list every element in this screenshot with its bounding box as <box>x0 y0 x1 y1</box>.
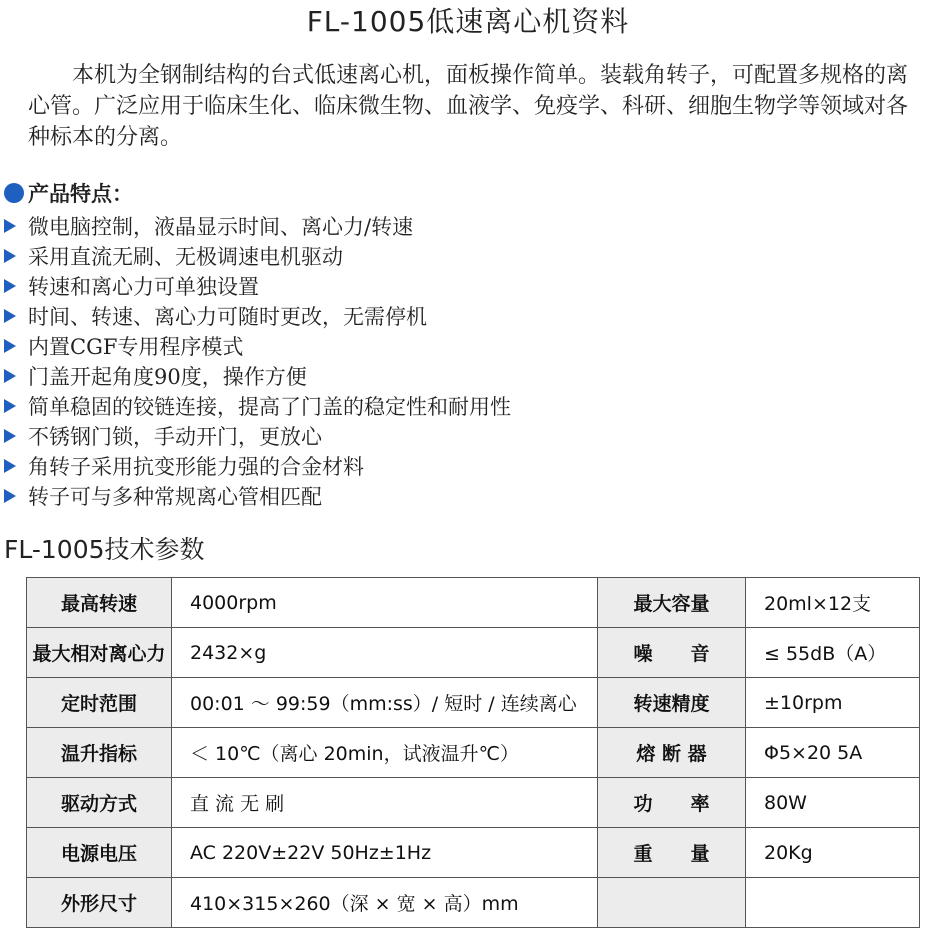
bullet-dot-icon <box>4 183 24 203</box>
spec-value: ±10rpm <box>746 678 920 728</box>
feature-text: 内置CGF专用程序模式 <box>28 335 244 359</box>
spec-label-empty <box>598 878 746 928</box>
triangle-bullet-icon <box>4 369 16 383</box>
table-row <box>27 628 920 678</box>
feature-text: 角转子采用抗变形能力强的合金材料 <box>28 455 364 479</box>
triangle-bullet-icon <box>4 219 16 233</box>
feature-text: 转速和离心力可单独设置 <box>28 275 259 299</box>
feature-text: 采用直流无刷、无极调速电机驱动 <box>28 245 343 269</box>
triangle-bullet-icon <box>4 249 16 263</box>
spec-value: AC 220V±22V 50Hz±1Hz <box>172 828 598 878</box>
feature-text: 简单稳固的铰链连接，提高了门盖的稳定性和耐用性 <box>28 395 511 419</box>
spec-value: ＜ 10℃（离心 20min，试液温升℃） <box>172 728 598 778</box>
feature-text: 转子可与多种常规离心管相匹配 <box>28 485 322 509</box>
spec-label: 转速精度 <box>598 678 746 728</box>
triangle-bullet-icon <box>4 399 16 413</box>
feature-text: 门盖开起角度90度，操作方便 <box>28 365 307 389</box>
table-row <box>27 878 920 928</box>
feature-text: 微电脑控制，液晶显示时间、离心力/转速 <box>28 215 414 239</box>
triangle-bullet-icon <box>4 489 16 503</box>
spec-label: 最高转速 <box>27 578 172 628</box>
feature-item <box>4 301 904 331</box>
spec-label: 电源电压 <box>27 828 172 878</box>
spec-value: 直 流 无 刷 <box>172 778 598 828</box>
feature-item <box>4 241 904 271</box>
table-row <box>27 828 920 878</box>
spec-label: 最大容量 <box>598 578 746 628</box>
spec-label: 温升指标 <box>27 728 172 778</box>
spec-label: 重 量 <box>598 828 746 878</box>
feature-text: 不锈钢门锁，手动开门，更放心 <box>28 425 322 449</box>
page-title: FL-1005低速离心机资料 <box>306 5 630 38</box>
feature-item <box>4 421 904 451</box>
spec-title: FL-1005技术参数 <box>4 535 205 564</box>
table-row <box>27 578 920 628</box>
feature-text: 时间、转速、离心力可随时更改，无需停机 <box>28 305 427 329</box>
spec-value: 00:01 ～ 99:59（mm:ss）/ 短时 / 连续离心 <box>172 678 598 728</box>
spec-value: 410×315×260（深 × 宽 × 高）mm <box>172 878 598 928</box>
feature-item <box>4 481 904 511</box>
features-list <box>4 211 904 511</box>
spec-table <box>26 577 920 928</box>
spec-value: 2432×g <box>172 628 598 678</box>
spec-label: 驱动方式 <box>27 778 172 828</box>
spec-value: 20Kg <box>746 828 920 878</box>
triangle-bullet-icon <box>4 309 16 323</box>
feature-item <box>4 331 904 361</box>
spec-value-empty <box>746 878 920 928</box>
spec-value: 80W <box>746 778 920 828</box>
table-row <box>27 728 920 778</box>
spec-label: 外形尺寸 <box>27 878 172 928</box>
feature-item <box>4 451 904 481</box>
spec-value: ≤ 55dB（A） <box>746 628 920 678</box>
features-title: 产品特点： <box>28 182 133 206</box>
feature-item <box>4 391 904 421</box>
spec-label: 噪 音 <box>598 628 746 678</box>
triangle-bullet-icon <box>4 339 16 353</box>
triangle-bullet-icon <box>4 429 16 443</box>
intro-paragraph: 本机为全钢制结构的台式低速离心机，面板操作简单。装载角转子，可配置多规格的离心管。广泛应用于临床生化、临床微生物、血液学、免疫学、科研、细胞生物学等领域对各种标本的分离。 <box>28 63 909 150</box>
spec-value: 4000rpm <box>172 578 598 628</box>
spec-label: 定时范围 <box>27 678 172 728</box>
spec-label: 功 率 <box>598 778 746 828</box>
spec-value: Φ5×20 5A <box>746 728 920 778</box>
feature-item <box>4 211 904 241</box>
triangle-bullet-icon <box>4 459 16 473</box>
table-row <box>27 678 920 728</box>
spec-label: 熔 断 器 <box>598 728 746 778</box>
feature-item <box>4 361 904 391</box>
spec-value: 20ml×12支 <box>746 578 920 628</box>
table-row <box>27 778 920 828</box>
features-heading <box>4 178 133 208</box>
triangle-bullet-icon <box>4 279 16 293</box>
feature-item <box>4 271 904 301</box>
spec-label: 最大相对离心力 <box>27 628 172 678</box>
